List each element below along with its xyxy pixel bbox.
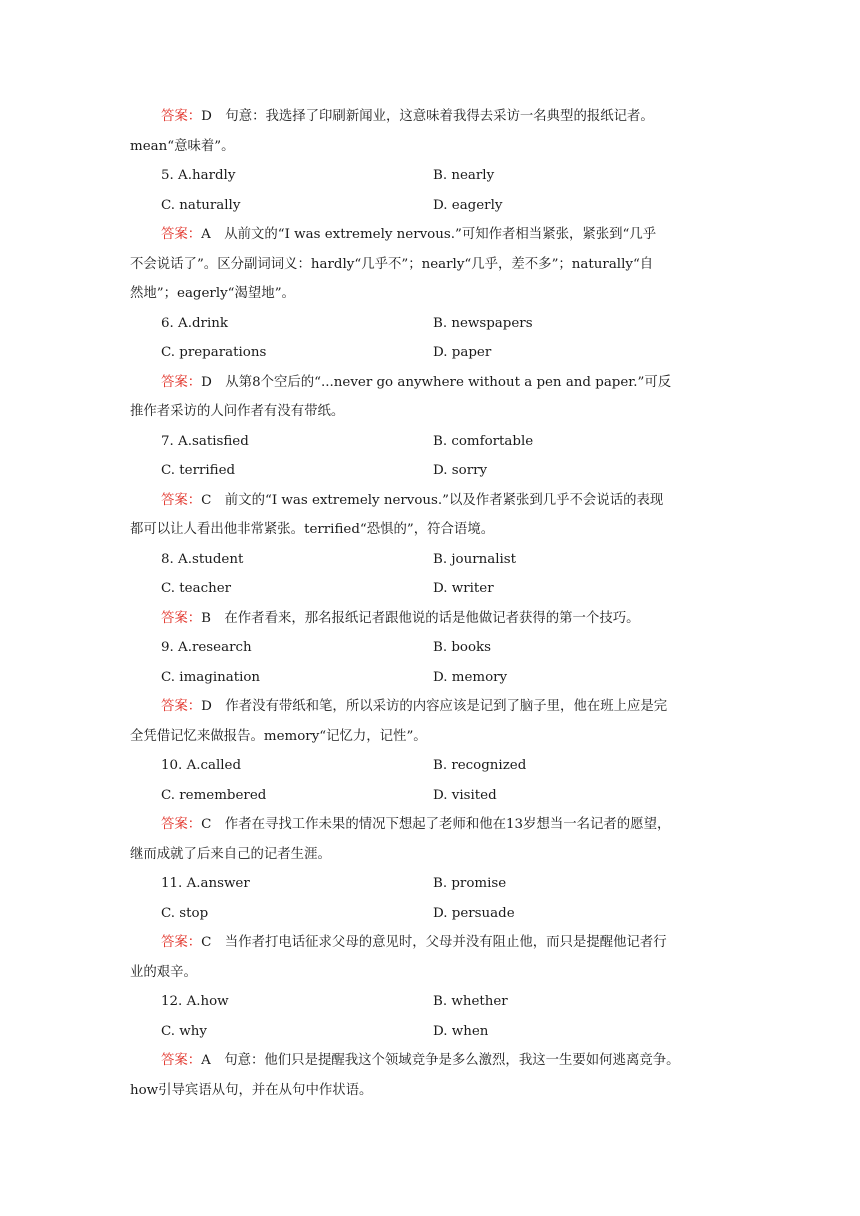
answer-line xyxy=(130,722,734,752)
answer-label: 答案： xyxy=(161,935,202,950)
options-row xyxy=(130,161,734,191)
answer-label: 答案： xyxy=(161,817,202,832)
options-row xyxy=(130,338,734,368)
option-c: C. stop xyxy=(161,905,209,921)
option-a xyxy=(161,987,433,1017)
question-6 xyxy=(130,309,734,368)
option-d: D. visited xyxy=(433,787,497,803)
option-b: B. promise xyxy=(433,876,507,891)
option-a-text: A.research xyxy=(178,640,252,655)
options-row xyxy=(130,1017,734,1047)
question-9 xyxy=(130,633,734,692)
option-a xyxy=(161,545,433,575)
option-a xyxy=(161,869,433,899)
question-number: 6. xyxy=(161,315,179,331)
answer-line xyxy=(130,810,734,840)
option-a xyxy=(161,427,433,457)
question-number: 9. xyxy=(161,640,179,655)
answer-label: 答案： xyxy=(161,699,202,714)
options-row xyxy=(130,781,734,811)
option-c: C. preparations xyxy=(161,345,267,360)
option-d: D. eagerly xyxy=(433,197,503,213)
answer-text: C 前文的“I was extremely nervous.”以及作者紧张到几乎不会说话的表现 xyxy=(201,492,664,508)
answer-text: A 从前文的“I was extremely nervous.”可知作者相当紧张，紧张到“几乎 xyxy=(201,227,657,242)
question-5 xyxy=(130,161,734,220)
answer-text: 业的艰辛。 xyxy=(130,964,197,980)
option-a-text: A.drink xyxy=(178,315,228,331)
option-b: B. newspapers xyxy=(433,315,533,331)
option-c: C. imagination xyxy=(161,669,261,685)
answer-line xyxy=(130,928,734,958)
option-b: B. recognized xyxy=(433,758,527,773)
option-b: B. books xyxy=(433,640,492,655)
option-d: D. writer xyxy=(433,581,494,596)
answer-line xyxy=(130,515,734,545)
answer-label: 答案： xyxy=(161,1053,202,1068)
option-c: C. teacher xyxy=(161,581,232,596)
options-row xyxy=(130,869,734,899)
options-row xyxy=(130,633,734,663)
option-b: B. whether xyxy=(433,994,508,1009)
answer-line xyxy=(130,397,734,427)
question-number: 11. xyxy=(161,876,187,891)
answer-block xyxy=(130,928,734,987)
answer-label: 答案： xyxy=(161,610,202,626)
answer-text: mean“意味着”。 xyxy=(130,138,235,154)
option-a-text: A.answer xyxy=(186,876,250,891)
question-number: 7. xyxy=(161,433,179,449)
option-c: C. terrified xyxy=(161,463,236,478)
answer-block xyxy=(130,692,734,751)
answer-line xyxy=(130,1046,734,1076)
answer-text: B 在作者看来，那名报纸记者跟他说的话是他做记者获得的第一个技巧。 xyxy=(201,610,640,626)
option-b: B. comfortable xyxy=(433,433,534,449)
option-a xyxy=(161,751,433,781)
options-row xyxy=(130,899,734,929)
answer-line xyxy=(130,958,734,988)
answer-line xyxy=(130,368,734,398)
options-row xyxy=(130,545,734,575)
option-b: B. journalist xyxy=(433,551,517,567)
option-a xyxy=(161,633,433,663)
option-a-text: A.student xyxy=(178,551,244,567)
answer-text: 全凭借记忆来做报告。memory“记忆力，记性”。 xyxy=(130,728,427,744)
option-a xyxy=(161,161,433,191)
answer-line xyxy=(130,132,734,162)
question-8 xyxy=(130,545,734,604)
answer-text: 然地”；eagerly“渴望地”。 xyxy=(130,286,295,301)
answer-line xyxy=(130,486,734,516)
question-number: 8. xyxy=(161,551,179,567)
option-d: D. paper xyxy=(433,345,492,360)
answer-text: 推作者采访的人问作者有没有带纸。 xyxy=(130,404,345,419)
question-12 xyxy=(130,987,734,1046)
answer-block xyxy=(130,102,734,161)
option-a-text: A.hardly xyxy=(178,168,236,183)
option-a xyxy=(161,309,433,339)
option-c: C. remembered xyxy=(161,787,267,803)
question-number: 12. xyxy=(161,994,187,1009)
options-row xyxy=(130,574,734,604)
question-7 xyxy=(130,427,734,486)
options-row xyxy=(130,427,734,457)
question-11 xyxy=(130,869,734,928)
answer-label: 答案： xyxy=(161,374,202,390)
option-d: D. memory xyxy=(433,669,508,685)
option-a-text: A.called xyxy=(186,758,242,773)
answer-line xyxy=(130,279,734,309)
options-row xyxy=(130,663,734,693)
answer-line xyxy=(130,102,734,132)
answer-block xyxy=(130,220,734,309)
answer-text: 不会说话了”。区分副词词义：hardly“几乎不”；nearly“几乎，差不多”；naturally“自 xyxy=(130,256,654,272)
answer-text: A 句意：他们只是提醒我这个领域竞争是多么激烈，我这一生要如何逃离竞争。 xyxy=(201,1053,680,1068)
answer-text: 继而成就了后来自己的记者生涯。 xyxy=(130,846,331,862)
answer-block xyxy=(130,604,734,634)
options-row xyxy=(130,309,734,339)
answer-line xyxy=(130,1076,734,1106)
option-a-text: A.how xyxy=(186,994,229,1009)
answer-block xyxy=(130,810,734,869)
answer-line xyxy=(130,220,734,250)
answer-block xyxy=(130,1046,734,1105)
answer-text: C 当作者打电话征求父母的意见时，父母并没有阻止他，而只是提醒他记者行 xyxy=(201,935,667,950)
question-10 xyxy=(130,751,734,810)
option-d: D. when xyxy=(433,1023,489,1039)
answer-label: 答案： xyxy=(161,109,202,124)
options-row xyxy=(130,751,734,781)
option-d: D. persuade xyxy=(433,905,515,921)
question-number: 10. xyxy=(161,758,187,773)
answer-text: C 作者在寻找工作未果的情况下想起了老师和他在13岁想当一名记者的愿望， xyxy=(201,817,671,832)
option-c: C. naturally xyxy=(161,197,241,213)
answer-label: 答案： xyxy=(161,492,202,508)
question-number: 5. xyxy=(161,168,179,183)
answer-line xyxy=(130,692,734,722)
option-d: D. sorry xyxy=(433,463,488,478)
answer-text: D 作者没有带纸和笔，所以采访的内容应该是记到了脑子里，他在班上应是完 xyxy=(201,699,668,714)
answer-label: 答案： xyxy=(161,227,202,242)
answer-text: D 从第8个空后的“...never go anywhere without a pen and paper.”可反 xyxy=(201,374,672,390)
answer-key-content xyxy=(130,102,734,1105)
answer-line xyxy=(130,604,734,634)
answer-line xyxy=(130,840,734,870)
answer-block xyxy=(130,368,734,427)
options-row xyxy=(130,987,734,1017)
answer-text: D 句意：我选择了印刷新闻业，这意味着我得去采访一名典型的报纸记者。 xyxy=(201,109,654,124)
option-c: C. why xyxy=(161,1023,207,1039)
options-row xyxy=(130,456,734,486)
answer-block xyxy=(130,486,734,545)
answer-text: 都可以让人看出他非常紧张。terrified“恐惧的”，符合语境。 xyxy=(130,522,495,537)
answer-text: how引导宾语从句，并在从句中作状语。 xyxy=(130,1082,373,1098)
option-a-text: A.satisfied xyxy=(178,433,249,449)
options-row xyxy=(130,191,734,221)
answer-line xyxy=(130,250,734,280)
option-b: B. nearly xyxy=(433,168,495,183)
